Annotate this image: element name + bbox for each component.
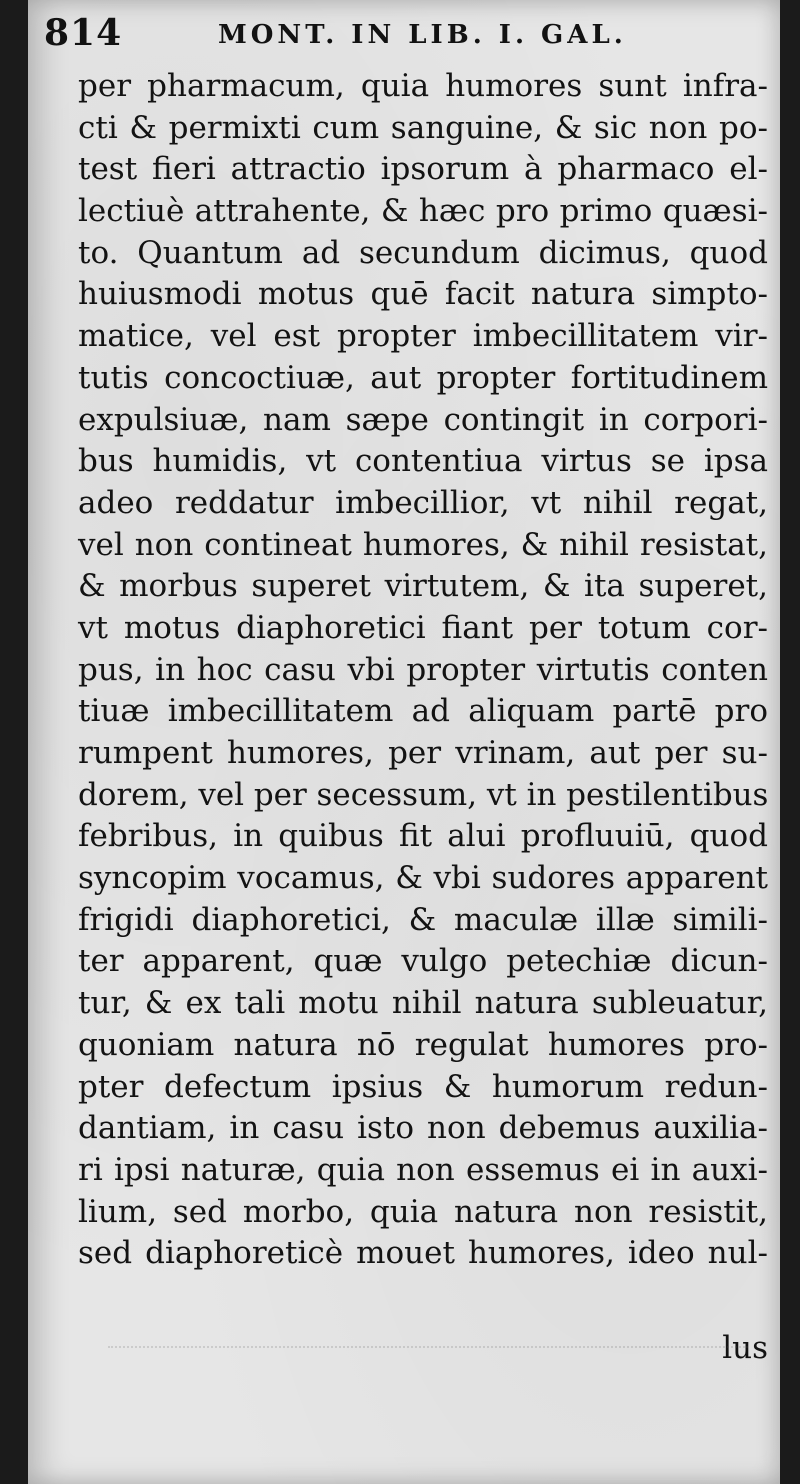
text-line: syncopim vocamus, & vbi sudores apparent [78, 860, 768, 897]
text-line: per pharmacum, quia humores sunt infra- [78, 68, 768, 104]
running-head: MONT. IN LIB. I. GAL. [218, 20, 627, 50]
text-line: to. Quantum ad secundum dicimus, quod [78, 234, 768, 271]
text-line: test fieri attractio ipsorum à pharmaco el- [78, 151, 768, 188]
text-line: cti & permixti cum sanguine, & sic non po- [78, 109, 768, 146]
text-line: tur, & ex tali motu nihil natura subleuatur, [78, 985, 768, 1022]
text-line: vel non contineat humores, & nihil resistat, [78, 526, 768, 563]
text-line: ter apparent, quæ vulgo petechiæ dicun- [78, 943, 768, 980]
text-line: vt motus diaphoretici fiant per totum cor- [78, 609, 768, 646]
text-line: lium, sed morbo, quia natura non resistit, [78, 1193, 768, 1230]
text-line: ri ipsi naturæ, quia non essemus ei in auxi- [78, 1151, 768, 1188]
page-header [38, 12, 738, 58]
text-line: rumpent humores, per vrinam, aut per su- [78, 735, 768, 771]
text-line: matice, vel est propter imbecillitatem vir- [78, 318, 768, 355]
text-line: huiusmodi motus quē facit natura simpto- [78, 276, 768, 313]
text-line: bus humidis, vt contentiua virtus se ipsa [78, 443, 768, 480]
text-line: sed diaphoreticè mouet humores, ideo nul- [78, 1235, 768, 1272]
page-number: 814 [44, 12, 123, 54]
text-line: febribus, in quibus fit alui profluuiū, quod [78, 818, 768, 855]
text-line: frigidi diaphoretici, & maculæ illæ simili- [78, 901, 768, 938]
text-line: quoniam natura nō regulat humores pro- [78, 1026, 768, 1063]
text-line: dantiam, in casu isto non debemus auxilia- [78, 1110, 768, 1147]
show-through-shadow [108, 1346, 748, 1378]
text-line: & morbus superet virtutem, & ita superet, [78, 568, 768, 605]
text-line: adeo reddatur imbecillior, vt nihil regat, [78, 484, 768, 521]
text-line: tutis concoctiuæ, aut propter fortitudinem [78, 359, 768, 396]
text-line: expulsiuæ, nam sæpe contingit in corpori- [78, 401, 768, 438]
text-line: dorem, vel per secessum, vt in pestilentibus [78, 776, 769, 813]
text-line: pter defectum ipsius & humorum redun- [78, 1068, 768, 1105]
book-page [28, 0, 780, 1484]
text-line: tiuæ imbecillitatem ad aliquam partē pro [78, 693, 768, 730]
body-text [78, 66, 768, 1275]
text-line: lectiuè attrahente, & hæc pro primo quæsi- [78, 193, 768, 230]
text-line: pus, in hoc casu vbi propter virtutis conten [78, 651, 768, 688]
catchword: lus [722, 1330, 768, 1366]
